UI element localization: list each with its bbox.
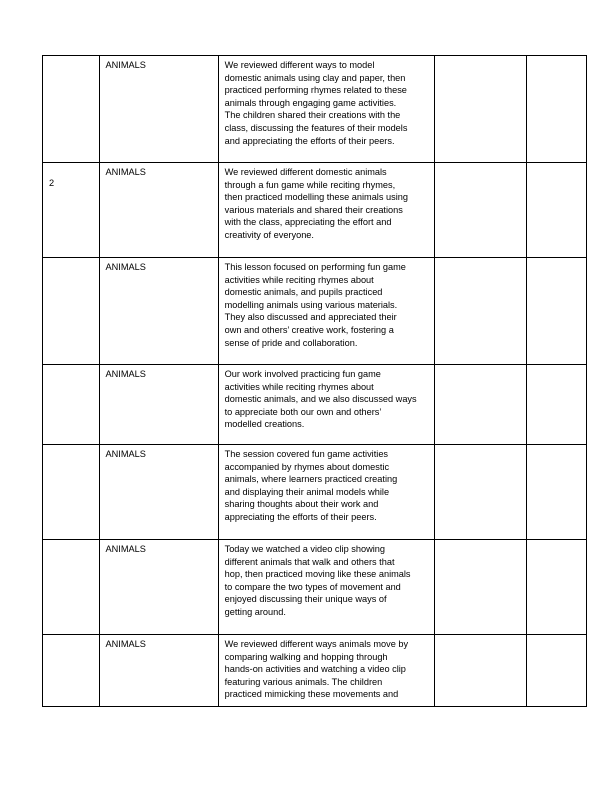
topic-cell <box>99 56 218 163</box>
topic-label: ANIMALS <box>105 639 146 649</box>
topic-label: ANIMALS <box>105 60 146 70</box>
table-row <box>43 635 587 707</box>
empty-cell <box>434 56 527 163</box>
week-number <box>43 56 99 70</box>
lesson-description: Today we watched a video clip showing different animals that walk and others that hop, then practiced moving like these animals to compare the two types of movement and enjoyed discussing their unique ways of getting around. <box>224 544 411 617</box>
empty-cell <box>527 56 587 163</box>
empty-cell <box>434 163 527 258</box>
lesson-description: We reviewed different ways animals move by comparing walking and hopping through hands-on activities and watching a video clip featuring various animals. The children practiced mimicking these movements and <box>224 639 409 700</box>
empty-cell <box>434 635 527 707</box>
week-cell <box>43 163 100 258</box>
description-cell <box>218 56 434 163</box>
empty-cell <box>527 635 587 707</box>
week-number <box>43 635 99 649</box>
topic-cell <box>99 365 218 445</box>
description-cell <box>218 365 434 445</box>
lesson-description: The session covered fun game activities accompanied by rhymes about domestic animals, where learners practiced creating and displaying their animal models while sharing thoughts about their work and appreciating the efforts of their peers. <box>224 449 398 522</box>
week-cell <box>43 635 100 707</box>
empty-cell <box>434 258 527 365</box>
topic-label: ANIMALS <box>105 167 146 177</box>
topic-label: ANIMALS <box>105 262 146 272</box>
empty-cell <box>527 258 587 365</box>
description-cell <box>218 540 434 635</box>
table-row <box>43 445 587 540</box>
table-row <box>43 365 587 445</box>
lesson-description: We reviewed different domestic animals through a fun game while reciting rhymes, then practiced modelling these animals using various materials and shared their creations with the class, appreciating the effort and creativity of everyone. <box>224 167 408 240</box>
week-number <box>43 540 99 554</box>
week-cell <box>43 540 100 635</box>
description-cell <box>218 445 434 540</box>
table-row <box>43 540 587 635</box>
table-row <box>43 56 587 163</box>
empty-cell <box>527 365 587 445</box>
description-cell <box>218 163 434 258</box>
topic-label: ANIMALS <box>105 449 146 459</box>
week-cell <box>43 258 100 365</box>
lesson-description: Our work involved practicing fun game activities while reciting rhymes about domestic animals, and we also discussed ways to appreciate both our own and others’ modelled creations. <box>224 369 417 430</box>
table-row <box>43 258 587 365</box>
topic-cell <box>99 445 218 540</box>
description-cell <box>218 258 434 365</box>
week-cell <box>43 56 100 163</box>
empty-cell <box>527 540 587 635</box>
empty-cell <box>434 365 527 445</box>
empty-cell <box>434 540 527 635</box>
empty-cell <box>527 163 587 258</box>
lesson-log-table <box>42 55 587 707</box>
topic-cell <box>99 635 218 707</box>
week-number <box>43 365 99 379</box>
topic-cell <box>99 540 218 635</box>
week-cell <box>43 445 100 540</box>
table-row <box>43 163 587 258</box>
week-cell <box>43 365 100 445</box>
empty-cell <box>527 445 587 540</box>
topic-cell <box>99 163 218 258</box>
week-number <box>43 445 99 459</box>
week-number: 2 <box>49 178 55 188</box>
topic-cell <box>99 258 218 365</box>
week-number <box>43 258 99 272</box>
description-cell <box>218 635 434 707</box>
empty-cell <box>434 445 527 540</box>
lesson-description: We reviewed different ways to model domestic animals using clay and paper, then practiced performing rhymes related to these animals through engaging game activities. The children shared their creations with the class, discussing the features of their models and appreciating the efforts of their peers. <box>224 60 408 146</box>
topic-label: ANIMALS <box>105 544 146 554</box>
lesson-description: This lesson focused on performing fun game activities while reciting rhymes about domestic animals, and pupils practiced modelling animals using various materials. They also discussed and appreciated their own and others’ creative work, fostering a sense of pride and collaboration. <box>224 262 406 348</box>
topic-label: ANIMALS <box>105 369 146 379</box>
